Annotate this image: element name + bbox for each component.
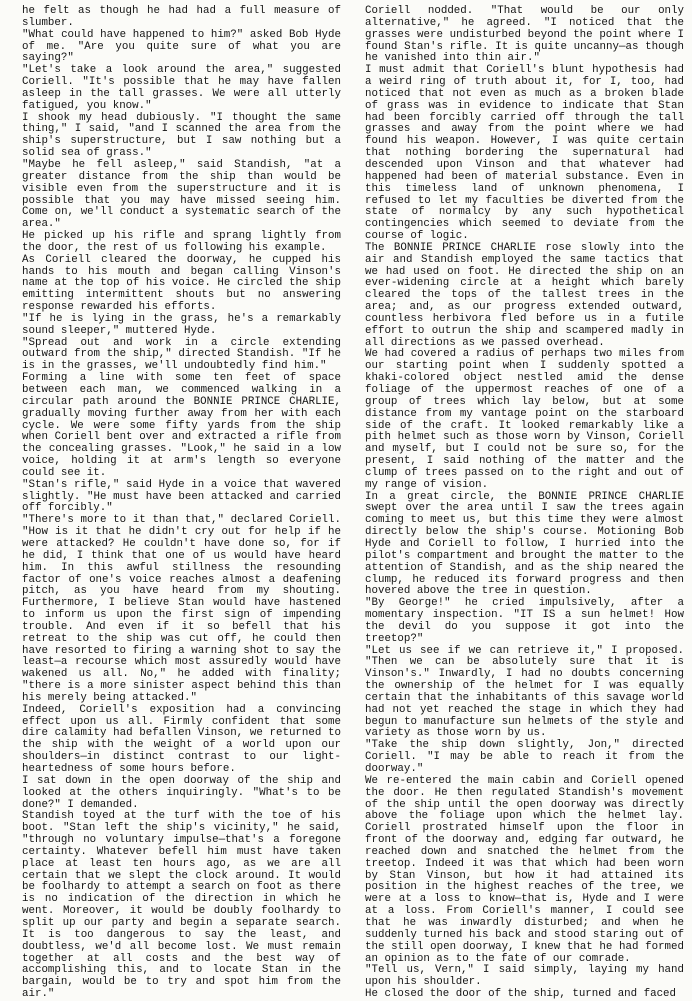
paragraph: "There's more to it than that," declared Coriell. "How is it that he didn't cry out for help if he were attacked? He couldn't have done so, for if he did, I think that one of us would have heard him. In this awful stillness the resounding factor of one's voice reaches almost a deafening pitch, as you have heard from my shouting. Furthermore, I believe Stan would have hastened to inform us upon the first sign of impending trouble. And even if it so befell that his retreat to the ship was cut off, he could then have resorted to firing a warning shot to say the least—a recourse which most assuredly would have wakened us all. No," he added with finality; "there is a more sinister aspect behind this than his merely being attacked." bbox=[22, 514, 341, 704]
paragraph: "Tell us, Vern," I said simply, laying my hand upon his shoulder. bbox=[365, 964, 684, 989]
paragraph: We re-entered the main cabin and Coriell opened the door. He then regulated Standish's movement of the ship until the open doorway was directly above the foliage upon which the helmet lay. Coriell prostrated himself upon the floor in front of the doorway and, edging far outward, he reached down and snatched the helmet from the treetop. Indeed it was that which had been worn by Stan Vinson, but how it had attained its position in the highest reaches of the tree, we were at a loss to know—that is, Hyde and I were at a loss. From Coriell's manner, I could see that he was inwardly disturbed; and when he suddenly turned his back and stood staring out of the still open doorway, I knew that he had formed an opinion as to the fate of our comrade. bbox=[365, 774, 684, 965]
paragraph: Standish toyed at the turf with the toe of his boot. "Stan left the ship's vicinity," he said, "through no voluntary impulse—that's a foregone certainty. Whatever befell him must have taken place at least ten hours ago, as we are all certain that we slept the clock around. It would be foolhardy to attempt a search on foot as there is no indication of the direction in which he went. Moreover, it would be doubly foolhardy to split up our party and begin a separate search. It is too dangerous to say the least, and doubtless, we'd all become lost. We must remain together at all costs and the best way of accomplishing this, and to locate Stan in the bargain, would be to try and spot him from the air." bbox=[22, 810, 341, 1001]
paragraph: Indeed, Coriell's exposition had a convincing effect upon us all. Firmly confident that some dire calamity had befallen Vinson, we returned to the ship with the weight of a world upon our shoulders—in distinct contrast to our light-heartedness of some hours before. bbox=[22, 703, 341, 775]
left-text-column bbox=[22, 5, 341, 1001]
paragraph: Coriell nodded. "That would be our only alternative," he agreed. "I noticed that the grasses were undisturbed beyond the point where I found Stan's rifle. It is quite uncanny—as though he vanished into thin air." bbox=[365, 5, 684, 65]
paragraph: "By George!" he cried impulsively, after a momentary inspection. "IT IS a sun helmet! How the devil do you suppose it got into the treetop?" bbox=[365, 597, 684, 645]
paragraph: "Let's take a look around the area," suggested Coriell. "It's possible that he may have fallen asleep in the tall grasses. We were all utterly fatigued, you know." bbox=[22, 64, 341, 112]
paragraph: "Take the ship down slightly, Jon," directed Coriell. "I may be able to reach it from the doorway." bbox=[365, 739, 684, 775]
paragraph: "Let us see if we can retrieve it," I proposed. "Then we can be absolutely sure that it is Vinson's." Inwardly, I had no doubts concerning the ownership of the helmet for I was equally certain that the inhabitants of this savage world had not yet reached the stage in which they had begun to manufacture sun helmets of the style and variety as those worn by us. bbox=[365, 644, 684, 740]
paragraph: Forming a line with some ten feet of space between each man, we commenced walking in a circular path around the BONNIE PRINCE CHARLIE, gradually moving further away from her with each cycle. We were some fifty yards from the ship when Coriell bent over and extracted a rifle from the concealing grasses. "Look," he said in a low voice, holding it at arm's length so everyone could see it. bbox=[22, 372, 341, 479]
paragraph: The BONNIE PRINCE CHARLIE rose slowly into the air and Standish employed the same tactics that we had used on foot. He directed the ship on an ever-widening circle at a height which barely cleared the tops of the tallest trees in the area; and, as our progress extended outward, countless herbivora fled before us in a futile effort to outrun the ship and scampered madly in all directions as we passed overhead. bbox=[365, 241, 684, 349]
paragraph: "Spread out and work in a circle extending outward from the ship," directed Standish. "If he is in the grasses, we'll undoubtedly find him." bbox=[22, 336, 341, 373]
paragraph: He closed the door of the ship, turned and faced bbox=[365, 988, 677, 1001]
right-text-column bbox=[365, 5, 684, 1001]
paragraph: In a great circle, the BONNIE PRINCE CHARLIE swept over the area until I saw the trees again coming to meet us, but this time they were almost directly below the ship's course. Motioning Bob Hyde and Coriell to follow, I hurried into the pilot's compartment and brought the matter to the attention of Standish, and as the ship neared the clump, he reduced its forward progress and then hovered above the tree in question. bbox=[365, 490, 684, 598]
paragraph: "If he is lying in the grass, he's a remarkably sound sleeper," muttered Hyde. bbox=[22, 312, 341, 337]
paragraph: "What could have happened to him?" asked Bob Hyde of me. "Are you quite sure of what you are saying?" bbox=[22, 28, 341, 65]
paragraph: "Stan's rifle," said Hyde in a voice that wavered slightly. "He must have been attacked and carried off forcibly." bbox=[22, 478, 341, 515]
paragraph: I must admit that Coriell's blunt hypothesis had a weird ring of truth about it, for I, too, had noticed that not even as much as a broken blade of grass was in evidence to indicate that Stan had been forcibly carried off through the tall grasses and away from the point where we had found his weapon. However, I was quite certain that nothing bordering the supernatural had descended upon Vinson and that whatever had happened had been of material substance. Even in this timeless land of unknown phenomena, I refused to let my faculties be diverted from the state of normalcy by any such hypothetical contingencies which seemed to deviate from the course of logic. bbox=[365, 64, 684, 243]
paragraph: As Coriell cleared the doorway, he cupped his hands to his mouth and began calling Vinson's name at the top of his voice. He circled the ship emitting intermittent shouts but no answering response rewarded his efforts. bbox=[22, 253, 341, 314]
paragraph: he felt as though he had had a full measure of slumber. bbox=[22, 5, 341, 29]
paragraph: "Maybe he fell asleep," said Standish, "at a greater distance from the ship than would be visible even from the superstructure and it is possible that you may have missed seeing him. Come on, we'll conduct a systematic search of the area." bbox=[22, 158, 341, 231]
paragraph: We had covered a radius of perhaps two miles from our starting point when I suddenly spotted a khaki-colored object nestled amid the dense foliage of the uppermost reaches of one of a group of trees which lay below, but at some distance from my vantage point on the starboard side of the craft. It looked remarkably like a pith helmet such as those worn by Vinson, Coriell and myself, but I could not be sure so, for the present, I said nothing of the matter and the clump of trees passed on to the right and out of my range of vision. bbox=[365, 348, 684, 491]
paragraph: I shook my head dubiously. "I thought the same thing," I said, "and I scanned the area from the ship's superstructure, but I saw nothing but a solid sea of grass." bbox=[22, 111, 341, 160]
paragraph: He picked up his rifle and sprang lightly from the door, the rest of us following his example. bbox=[22, 230, 341, 254]
paragraph: I sat down in the open doorway of the ship and looked at the others inquiringly. "What's to be done?" I demanded. bbox=[22, 774, 341, 811]
